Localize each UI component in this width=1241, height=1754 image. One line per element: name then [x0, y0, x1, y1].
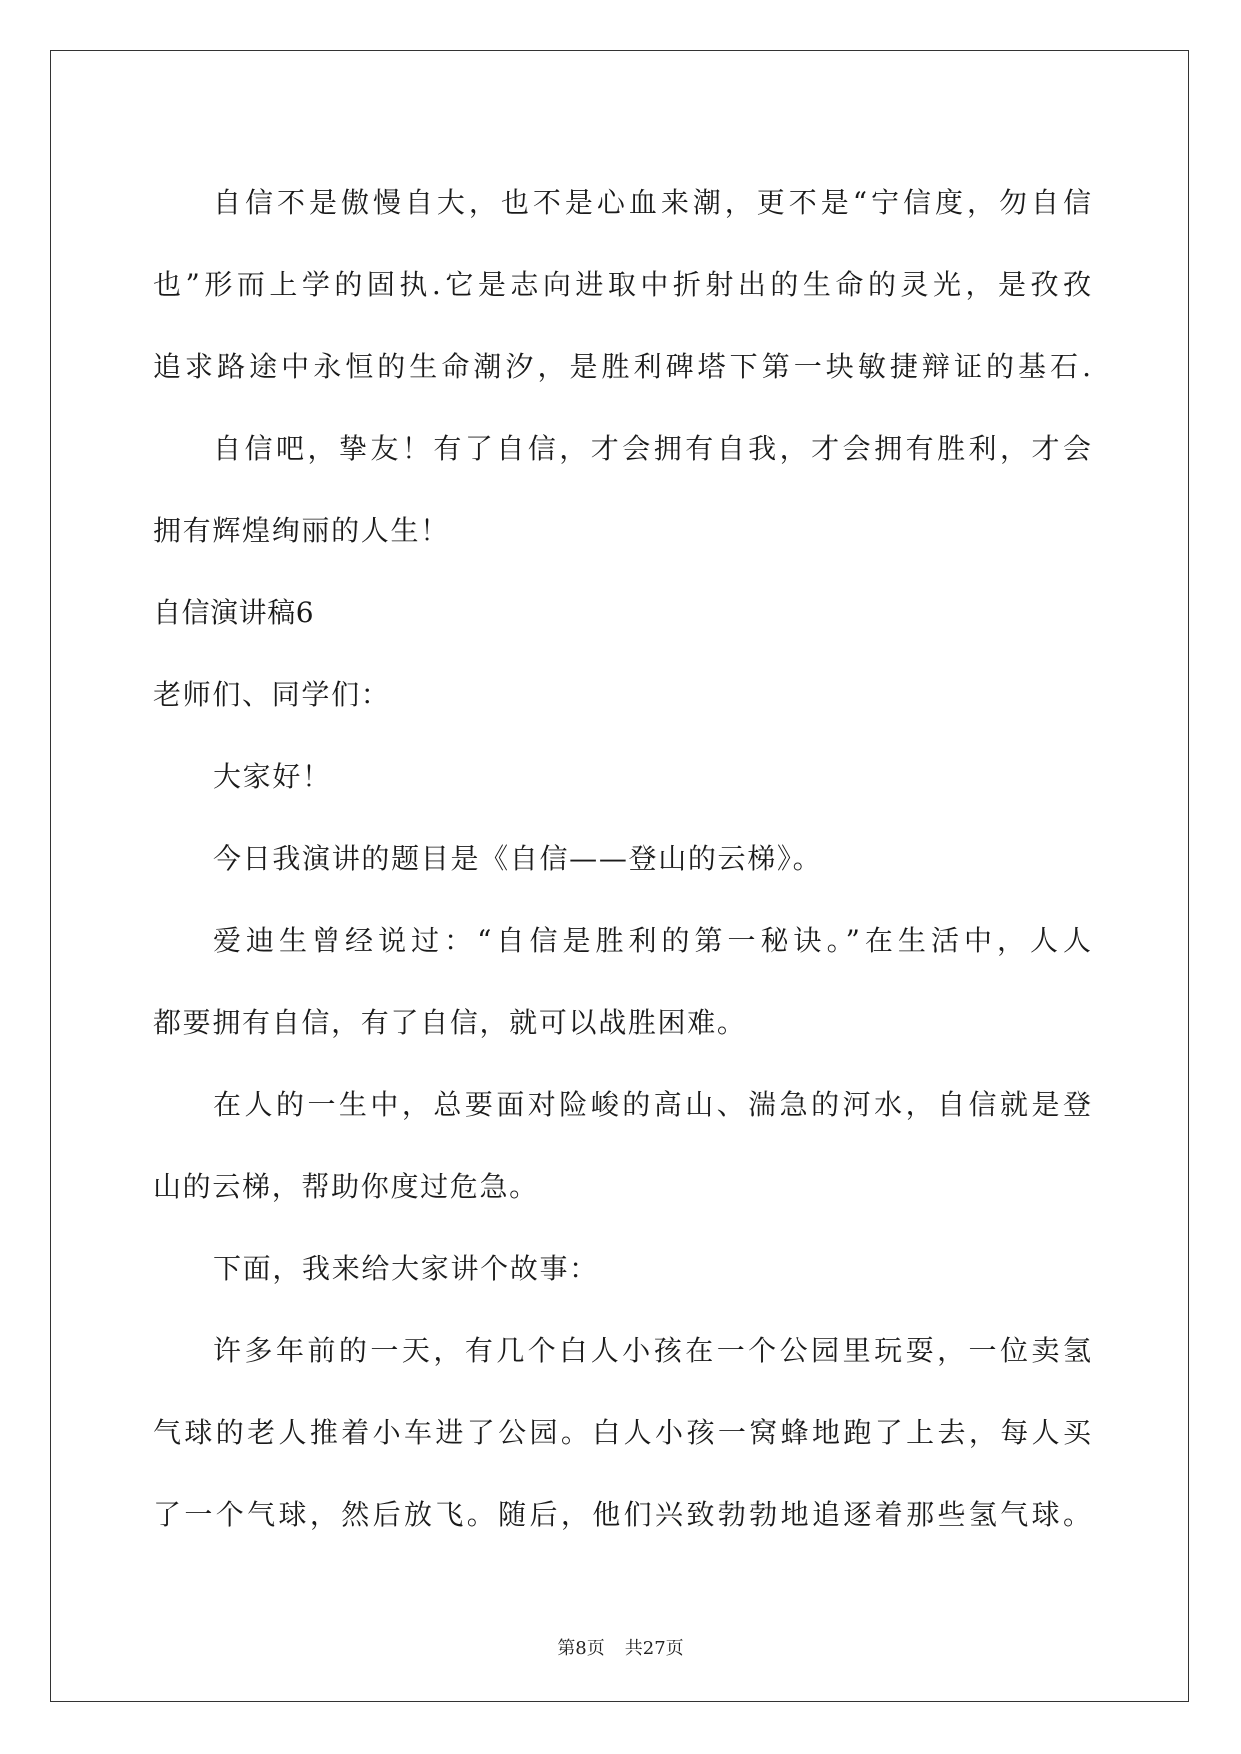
text-line: 今日我演讲的题目是《自信——登山的云梯》。: [213, 842, 823, 875]
text-line: 大家好！: [213, 760, 332, 793]
document-body: [153, 162, 1091, 1556]
section-heading: 自信演讲稿6: [153, 596, 315, 629]
text-line: 追求路途中永恒的生命潮汐，是胜利碑塔下第一块敏捷辩证的基石.: [153, 350, 1091, 383]
text-line: 也”形而上学的固执.它是志向进取中折射出的生命的灵光，是孜孜: [153, 268, 1091, 301]
page-footer: [0, 1634, 1241, 1660]
text-line: 在人的一生中，总要面对险峻的高山、湍急的河水，自信就是登: [213, 1088, 1091, 1121]
text-line: 自信不是傲慢自大，也不是心血来潮，更不是“宁信度，勿自信: [213, 186, 1091, 219]
text-line: 许多年前的一天，有几个白人小孩在一个公园里玩耍，一位卖氢: [213, 1334, 1091, 1367]
page-number-current: 第8页: [557, 1638, 605, 1659]
text-line: 山的云梯，帮助你度过危急。: [153, 1170, 539, 1203]
text-line: 自信吧，挚友！有了自信，才会拥有自我，才会拥有胜利，才会: [213, 432, 1091, 465]
text-line: 爱迪生曾经说过：“自信是胜利的第一秘诀。”在生活中，人人: [213, 924, 1091, 957]
text-line: 老师们、同学们：: [153, 678, 391, 711]
page-number-total: 共27页: [624, 1638, 684, 1659]
text-line: 了一个气球，然后放飞。随后，他们兴致勃勃地追逐着那些氢气球。: [153, 1498, 1091, 1531]
text-line: 气球的老人推着小车进了公园。白人小孩一窝蜂地跑了上去，每人买: [153, 1416, 1091, 1449]
text-line: 下面，我来给大家讲个故事：: [213, 1252, 599, 1285]
text-line: 都要拥有自信，有了自信，就可以战胜困难。: [153, 1006, 747, 1039]
text-line: 拥有辉煌绚丽的人生！: [153, 514, 450, 547]
